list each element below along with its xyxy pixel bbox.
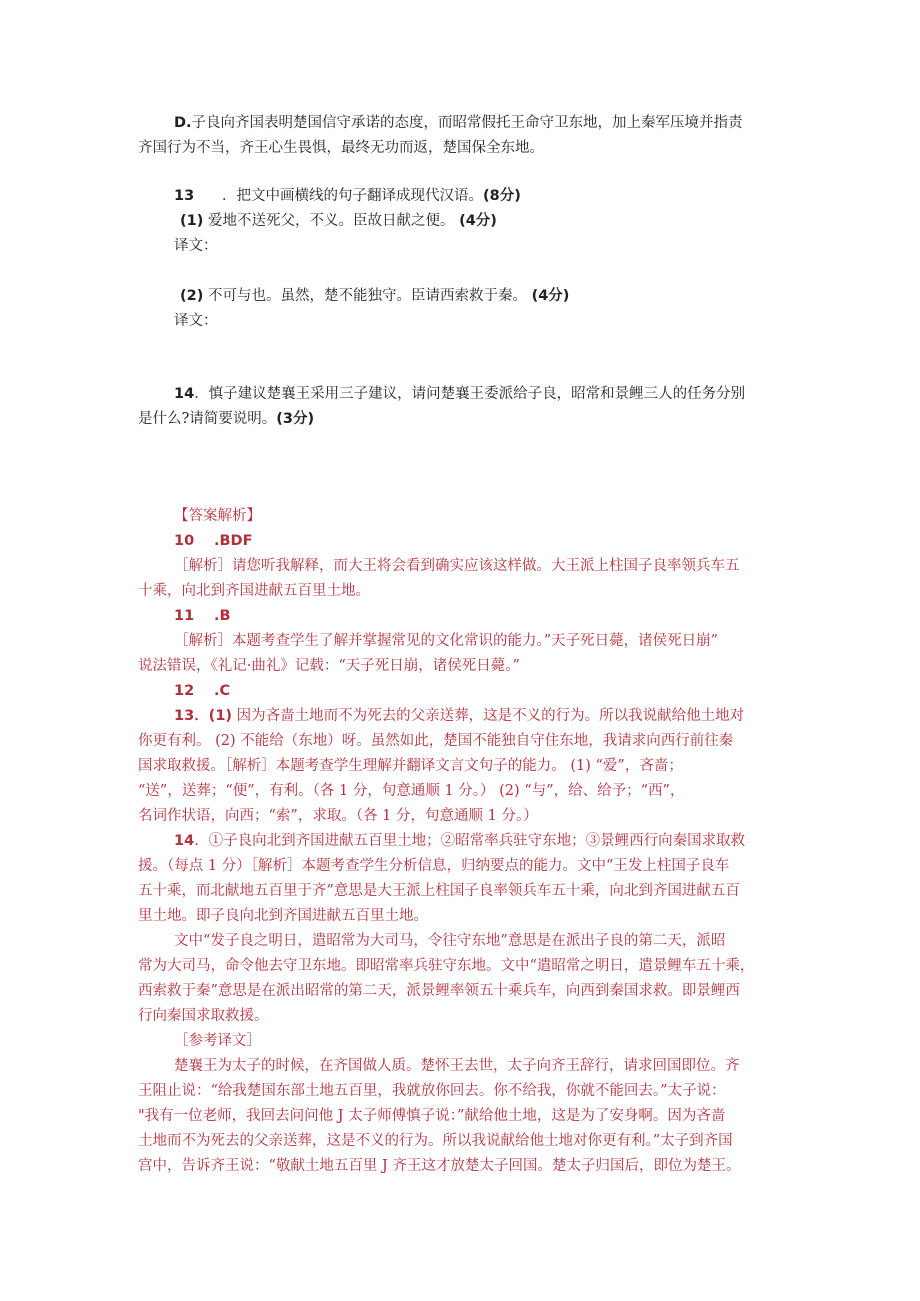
answer-14-line-3: 五十乘，而北献地五百里于齐”意思是大王派上柱国子良率领兵车五十乘，向北到齐国进献五百 <box>138 883 740 899</box>
answer-13-line-5: 名词作状语，向西；“索”，求取。（各 1 分，句意通顺 1 分。） <box>138 808 538 824</box>
answer-section <box>138 504 786 1179</box>
answer-13-sub: ．(1) <box>194 708 233 724</box>
question-14-line-1 <box>138 382 786 407</box>
translation-line-5: 宫中，告诉齐王说：“敬献土地五百里 J 齐王这才放楚太子回国。楚太子归国后，即位为楚王。 <box>138 1158 741 1174</box>
answer-10-number: 10 <box>174 533 195 549</box>
question-13-sub-1 <box>138 209 786 234</box>
question-14-number: 14 <box>174 386 195 402</box>
question-13-stem <box>138 184 786 209</box>
question-14-text-2: 是什么?请简要说明。 <box>138 411 277 427</box>
answer-10-choice: .BDF <box>214 533 253 549</box>
sub-1-number: (1) <box>180 213 204 229</box>
option-d-label: D. <box>174 115 192 131</box>
answer-13-line-4: “送”，送葬；“便”，有利。（各 1 分，句意通顺 1 分。） (2) “与”，给、给予；“西”， <box>138 783 685 799</box>
option-d-line-2: 齐国行为不当，齐王心生畏惧，最终无功而返，楚国保全东地。 <box>138 140 544 156</box>
question-14 <box>138 382 786 432</box>
translation-line-4: 土地而不为死去的父亲送葬，这是不义的行为。所以我说献给他土地对你更有利。”太子到齐国 <box>138 1133 733 1149</box>
question-14-line-2 <box>138 407 786 432</box>
answer-11-analysis-1: ［解析］本题考查学生了解并掌握常见的文化常识的能力。”天子死日薨，诸侯死日崩” <box>174 633 719 649</box>
answer-10-analysis-1: ［解析］请您听我解释，而大王将会看到确实应该这样做。大王派上柱国子良率领兵车五 <box>174 558 740 574</box>
answer-12-choice: .C <box>214 683 231 699</box>
answer-14-line-4: 里土地。即子良向北到齐国进献五百里土地。 <box>138 908 428 924</box>
answer-10-analysis-2: 十乘，向北到齐国进献五百里土地。 <box>138 583 370 599</box>
sub-1-translation-label: 译文： <box>174 238 218 254</box>
question-13-number: 13 <box>174 188 195 204</box>
option-d-line-1 <box>138 111 786 136</box>
answer-14-line-1 <box>138 829 786 854</box>
sub-2-text: 不可与也。虽然，楚不能独守。臣请西索救于秦。 <box>207 288 527 304</box>
answer-14-p2-line-4: 行向秦国求取救援。 <box>138 1008 269 1024</box>
answer-13-text: 因为吝啬土地而不为死去的父亲送葬，这是不义的行为。所以我说献给他土地对 <box>236 708 745 724</box>
question-14-score: (3分) <box>276 411 315 427</box>
answer-10 <box>138 529 786 554</box>
question-13-sub-2 <box>138 284 786 309</box>
sub-1-score: (4分) <box>459 213 497 229</box>
answer-11-analysis-2: 说法错误，《礼记·曲礼》记载：“天子死日崩，诸侯死日薨。” <box>138 658 520 674</box>
translation-header: ［参考译文］ <box>174 1033 261 1049</box>
sub-2-number: (2) <box>180 288 204 304</box>
answer-11 <box>138 604 786 629</box>
answer-14-number: 14 <box>174 833 195 849</box>
answer-14-p2-line-2: 常为大司马，命令他去守卫东地。即昭常率兵驻守东地。文中“遣昭常之明日，遣景鲤车五十乘， <box>138 958 755 974</box>
answer-14-p2-line-3: 西索救于秦”意思是在派出昭常的第二天，派景鲤率领五十乘兵车，向西到秦国求救。即景鲤西 <box>138 983 740 999</box>
translation-line-3: "我有一位老师，我回去问问他 J 太子师傅慎子说：”献给他土地，这是为了安身啊。因为吝啬 <box>138 1108 726 1124</box>
question-13-stem-text: ．把文中画横线的句子翻译成现代汉语。 <box>222 188 483 204</box>
answer-13-line-3: 国求取救援。［解析］本题考查学生理解并翻译文言文句子的能力。 (1) “爱”，吝啬； <box>138 758 683 774</box>
answer-11-number: 11 <box>174 608 195 624</box>
answer-14-text: ．①子良向北到齐国进献五百里土地；②昭常率兵驻守东地；③景鲤西行向秦国求取救 <box>194 833 746 849</box>
answer-13-line-1 <box>138 704 786 729</box>
sub-2-translation-label: 译文： <box>174 313 218 329</box>
question-13-part-2 <box>138 284 786 334</box>
sub-1-text: 爱地不送死父，不义。臣故日献之便。 <box>207 213 455 229</box>
option-d-text: 子良向齐国表明楚国信守承诺的态度，而昭常假托王命守卫东地，加上秦军压境并指责 <box>191 115 743 131</box>
sub-2-score: (4分) <box>531 288 570 304</box>
answer-12-number: 12 <box>174 683 195 699</box>
question-13 <box>138 184 786 259</box>
option-d <box>138 111 786 161</box>
answer-header: 【答案解析】 <box>174 508 261 524</box>
answer-11-choice: .B <box>214 608 231 624</box>
answer-13-number: 13 <box>174 708 195 724</box>
translation-line-1: 楚襄王为太子的时候，在齐国做人质。楚怀王去世，太子向齐王辞行，请求回国即位。齐 <box>174 1058 740 1074</box>
answer-13-line-2: 你更有利。 (2) 不能给（东地）呀。虽然如此，楚国不能独自守住东地，我请求向西行前往秦 <box>138 733 734 749</box>
answer-14-line-2: 援。（每点 1 分）［解析］本题考查学生分析信息，归纳要点的能力。文中“王发上柱国子良车 <box>138 858 730 874</box>
question-13-score: (8分) <box>483 188 521 204</box>
answer-12 <box>138 679 786 704</box>
translation-line-2: 王阻止说：“给我楚国东部土地五百里，我就放你回去。你不给我，你就不能回去。”太子说： <box>138 1083 726 1099</box>
answer-14-p2-line-1: 文中“发子良之明日，遣昭常为大司马，令往守东地”意思是在派出子良的第二天，派昭 <box>174 933 726 949</box>
question-14-text: ．慎子建议楚襄王采用三子建议，请问楚襄王委派给子良，昭常和景鲤三人的任务分别 <box>194 386 746 402</box>
